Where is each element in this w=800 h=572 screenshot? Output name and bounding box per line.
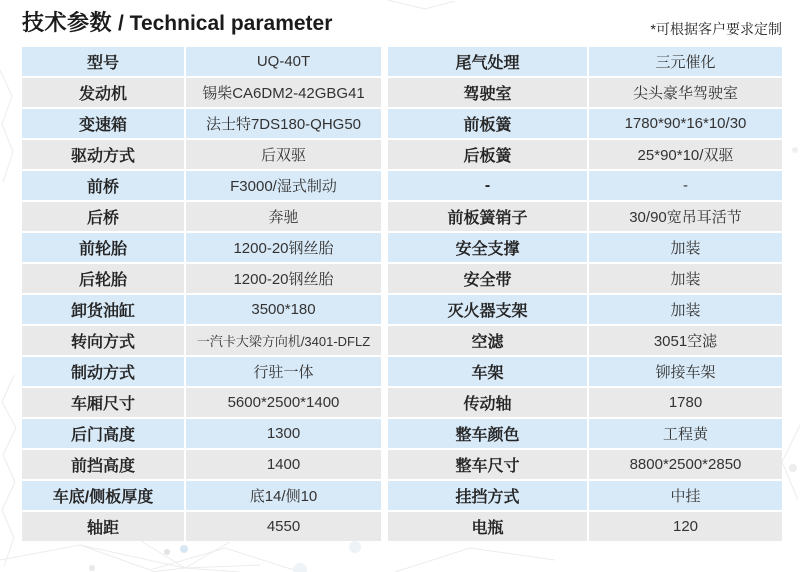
table-row	[388, 481, 782, 510]
param-value: 行驻一体	[186, 357, 381, 386]
param-label: 车架	[388, 357, 587, 386]
param-label: 电瓶	[388, 512, 587, 541]
param-value: 120	[589, 512, 782, 541]
table-row	[388, 326, 782, 355]
table-row	[388, 264, 782, 293]
param-value: 加装	[589, 264, 782, 293]
param-value: 1400	[186, 450, 381, 479]
param-label: -	[388, 171, 587, 200]
table-row	[388, 47, 782, 76]
param-value: 工程黄	[589, 419, 782, 448]
param-value: 3051空滤	[589, 326, 782, 355]
page-header	[0, 0, 800, 47]
param-label: 整车颜色	[388, 419, 587, 448]
table-row	[388, 233, 782, 262]
table-row	[22, 202, 381, 231]
param-label: 发动机	[22, 78, 184, 107]
param-value: 1200-20钢丝胎	[186, 264, 381, 293]
param-value: -	[589, 171, 782, 200]
table-row	[22, 171, 381, 200]
param-label: 转向方式	[22, 326, 184, 355]
param-value: 4550	[186, 512, 381, 541]
table-row	[388, 419, 782, 448]
param-label: 型号	[22, 47, 184, 76]
table-row	[388, 388, 782, 417]
param-label: 后桥	[22, 202, 184, 231]
param-value: F3000/湿式制动	[186, 171, 381, 200]
spec-tables	[0, 47, 800, 541]
table-row	[22, 233, 381, 262]
page-title	[22, 9, 332, 38]
param-value: 铆接车架	[589, 357, 782, 386]
param-label: 前挡高度	[22, 450, 184, 479]
param-value: 8800*2500*2850	[589, 450, 782, 479]
table-row	[388, 357, 782, 386]
param-value: 1780*90*16*10/30	[589, 109, 782, 138]
table-row	[22, 450, 381, 479]
param-label: 卸货油缸	[22, 295, 184, 324]
param-value: 法士特7DS180-QHG50	[186, 109, 381, 138]
param-value: 25*90*10/双驱	[589, 140, 782, 169]
param-value: UQ-40T	[186, 47, 381, 76]
param-value: 1300	[186, 419, 381, 448]
param-value: 1200-20钢丝胎	[186, 233, 381, 262]
param-label: 安全带	[388, 264, 587, 293]
param-label: 前板簧	[388, 109, 587, 138]
param-value: 加装	[589, 295, 782, 324]
param-label: 车底/侧板厚度	[22, 481, 184, 510]
param-value: 三元催化	[589, 47, 782, 76]
table-row	[388, 78, 782, 107]
param-label: 灭火器支架	[388, 295, 587, 324]
param-label: 车厢尺寸	[22, 388, 184, 417]
table-row	[22, 357, 381, 386]
table-row	[22, 295, 381, 324]
param-label: 空滤	[388, 326, 587, 355]
param-label: 前桥	[22, 171, 184, 200]
table-row	[22, 512, 381, 541]
page-title-cn: 技术参数	[22, 10, 113, 35]
table-row	[22, 481, 381, 510]
param-value: 锡柴CA6DM2-42GBG41	[186, 78, 381, 107]
param-label: 后板簧	[388, 140, 587, 169]
param-label: 挂挡方式	[388, 481, 587, 510]
param-label: 安全支撑	[388, 233, 587, 262]
spec-table-left	[22, 47, 381, 541]
param-label: 整车尺寸	[388, 450, 587, 479]
param-value: 1780	[589, 388, 782, 417]
param-value: 中挂	[589, 481, 782, 510]
param-value: 后双驱	[186, 140, 381, 169]
param-label: 驱动方式	[22, 140, 184, 169]
param-value: 3500*180	[186, 295, 381, 324]
param-value: 底14/侧10	[186, 481, 381, 510]
param-label: 尾气处理	[388, 47, 587, 76]
table-row	[22, 419, 381, 448]
param-label: 变速箱	[22, 109, 184, 138]
param-label: 驾驶室	[388, 78, 587, 107]
param-label: 前板簧销子	[388, 202, 587, 231]
param-value: 一汽卡大梁方向机/3401-DFLZ	[186, 326, 381, 355]
param-label: 传动轴	[388, 388, 587, 417]
page-title-en: / Technical parameter	[118, 12, 333, 35]
param-label: 后门高度	[22, 419, 184, 448]
table-row	[388, 202, 782, 231]
table-row	[388, 450, 782, 479]
param-value: 5600*2500*1400	[186, 388, 381, 417]
param-value: 尖头豪华驾驶室	[589, 78, 782, 107]
table-row	[388, 171, 782, 200]
table-row	[22, 109, 381, 138]
spec-table-right	[388, 47, 782, 541]
table-row	[388, 512, 782, 541]
param-label: 制动方式	[22, 357, 184, 386]
table-row	[22, 47, 381, 76]
table-row	[22, 140, 381, 169]
table-row	[22, 388, 381, 417]
table-row	[388, 109, 782, 138]
param-value: 奔驰	[186, 202, 381, 231]
table-row	[22, 264, 381, 293]
param-label: 轴距	[22, 512, 184, 541]
table-row	[22, 326, 381, 355]
param-label: 前轮胎	[22, 233, 184, 262]
param-label: 后轮胎	[22, 264, 184, 293]
param-value: 30/90宽吊耳活节	[589, 202, 782, 231]
table-row	[388, 295, 782, 324]
customization-note: *可根据客户要求定制	[650, 21, 782, 37]
table-row	[388, 140, 782, 169]
param-value: 加装	[589, 233, 782, 262]
table-row	[22, 78, 381, 107]
